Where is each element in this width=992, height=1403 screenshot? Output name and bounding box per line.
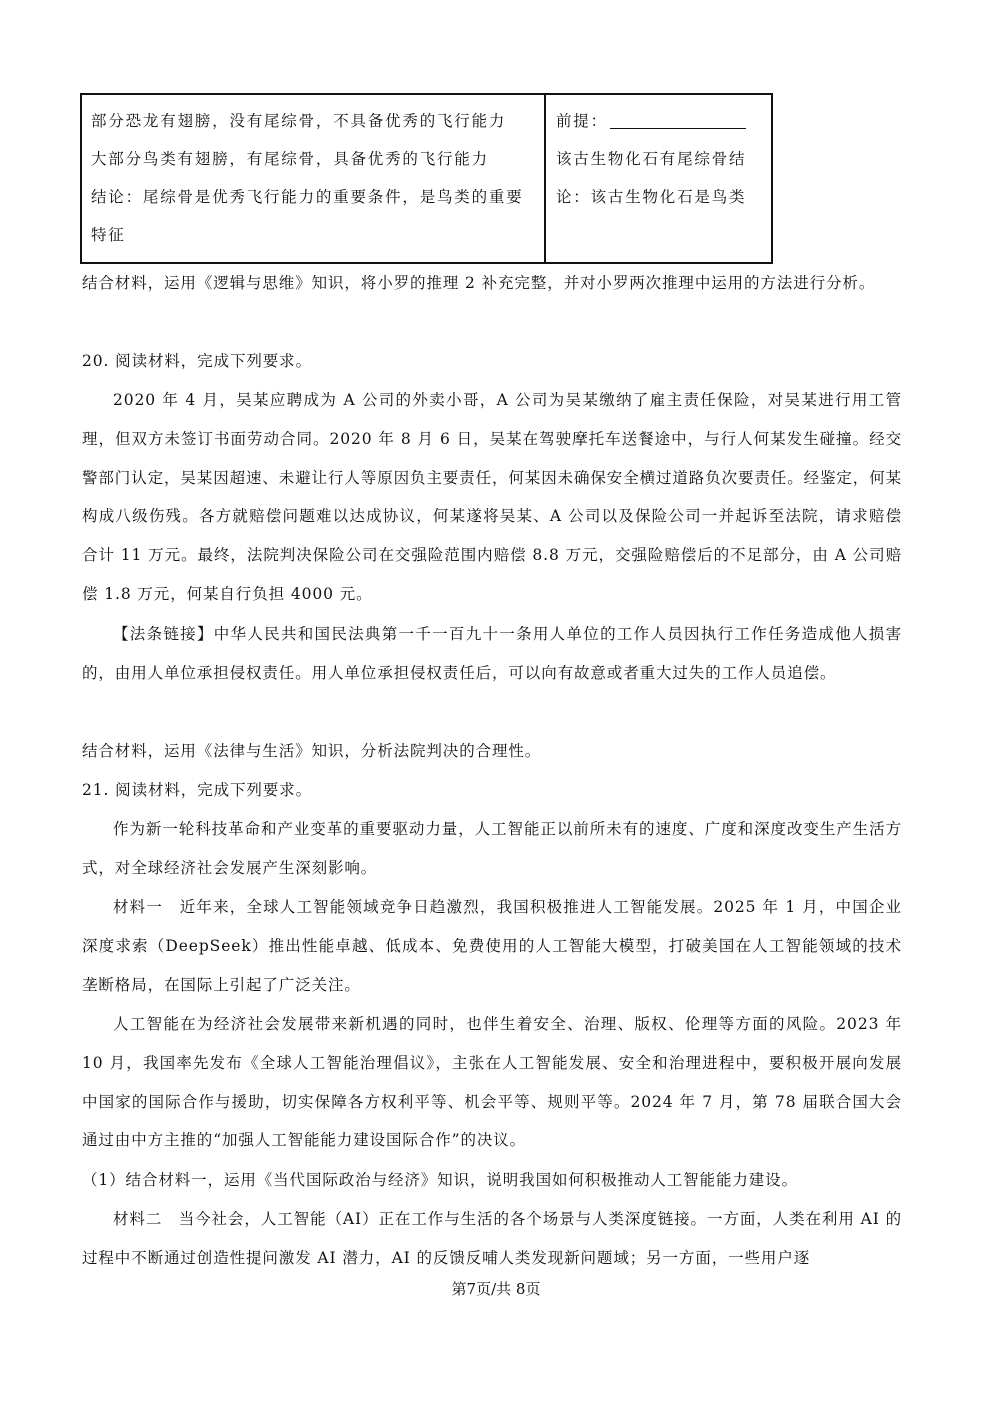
fill-in-blank	[610, 108, 746, 129]
reasoning-table	[80, 93, 773, 264]
premise-line: 大部分鸟类有翅膀，有尾综骨，具备优秀的飞行能力	[91, 150, 489, 168]
q21-task-1: （1）结合材料一，运用《当代国际政治与经济》知识，说明我国如何积极推动人工智能能力建设。	[82, 1171, 798, 1189]
page-footer: 第7页/共 8页	[451, 1280, 541, 1298]
q20-law-link: 【法条链接】中华人民共和国民法典第一千一百九十一条用人单位的工作人员因执行工作任务造成他人损害的，由用人单位承担侵权责任。用人单位承担侵权责任后，可以向有故意或者重大过失的工作人员追偿。	[82, 625, 902, 682]
q21-heading: 21. 阅读材料，完成下列要求。	[82, 781, 312, 799]
q19-task: 结合材料，运用《逻辑与思维》知识，将小罗的推理 2 补充完整，并对小罗两次推理中运用的方法进行分析。	[82, 274, 876, 292]
q21-intro: 作为新一轮科技革命和产业变革的重要驱动力量，人工智能正以前所未有的速度、广度和深度改变生产生活方式，对全球经济社会发展产生深刻影响。	[82, 820, 902, 877]
conclusion-line: 论：该古生物化石是鸟类	[556, 188, 747, 206]
q20-task: 结合材料，运用《法律与生活》知识，分析法院判决的合理性。	[82, 742, 542, 760]
premise-line: 部分恐龙有翅膀，没有尾综骨，不具备优秀的飞行能力	[91, 112, 507, 130]
q20-heading: 20. 阅读材料，完成下列要求。	[82, 352, 312, 370]
premise-label: 前提：	[556, 112, 608, 130]
premise-blank-line	[556, 102, 765, 140]
q20-paragraph: 2020 年 4 月，吴某应聘成为 A 公司的外卖小哥，A 公司为吴某缴纳了雇主责任保险，对吴某进行用工管理，但双方未签订书面劳动合同。2020 年 8 月 6 日，吴某在驾驶摩托车送餐途中，与行人何某发生碰撞。经交警部门认定，吴某因超速、未避让行人等原因负主要责任，何某因未确保安全横过道路负次要责任。经鉴定，何某构成八级伤残。各方就赔偿问题难以达成协议，何某遂将吴某、A 公司以及保险公司一并起诉至法院，请求赔偿合计 11 万元。最终，法院判决保险公司在交强险范围内赔偿 8.8 万元，交强险赔偿后的不足部分，由 A 公司赔偿 1.8 万元，何某自行负担 4000 元。	[82, 391, 903, 603]
q21-material-1-cont: 人工智能在为经济社会发展带来新机遇的同时，也伴生着安全、治理、版权、伦理等方面的风险。2023 年 10 月，我国率先发布《全球人工智能治理倡议》，主张在人工智能发展、安全和治理进程中，要积极开展向发展中国家的国际合作与援助，切实保障各方权利平等、机会平等、规则平等。2024 年 7 月，第 78 届联合国大会通过由中方主推的“加强人工智能能力建设国际合作”的决议。	[82, 1015, 902, 1150]
q21-material-1: 材料一 近年来，全球人工智能领域竞争日趋激烈，我国积极推进人工智能发展。2025 年 1 月，中国企业深度求索（DeepSeek）推出性能卓越、低成本、免费使用的人工智能大模型，打破美国在人工智能领域的技术垄断格局，在国际上引起了广泛关注。	[82, 898, 902, 994]
conclusion-line: 结论：尾综骨是优秀飞行能力的重要条件，是鸟类的重要	[91, 188, 524, 206]
premise-line: 该古生物化石有尾综骨结	[556, 150, 747, 168]
reasoning-1-cell	[82, 95, 546, 262]
conclusion-line: 特征	[91, 226, 126, 244]
reasoning-2-cell	[546, 95, 771, 262]
q21-material-2: 材料二 当今社会，人工智能（AI）正在工作与生活的各个场景与人类深度链接。一方面，人类在利用 AI 的过程中不断通过创造性提问激发 AI 潜力，AI 的反馈反哺人类发现新问题域；另一方面，一些用户逐	[82, 1210, 902, 1267]
